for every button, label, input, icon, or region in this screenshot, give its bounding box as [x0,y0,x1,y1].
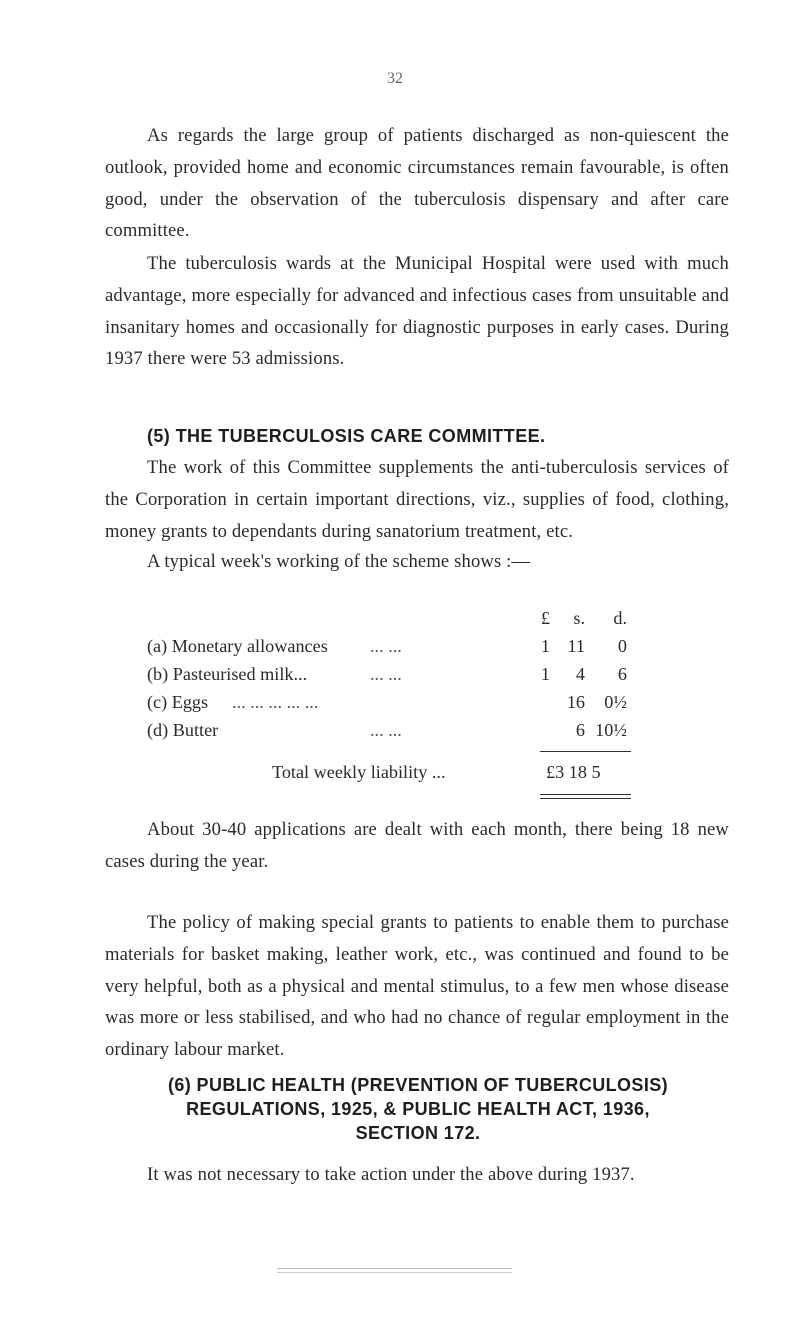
column-header-pounds: £ [540,608,550,628]
paragraph-text: The work of this Committee supplements the anti-tuberculosis services of the Corporation in certain important directions, viz., supplies of food, clothing, money grants to dependants during sanatorium treatment, etc. [105,457,729,542]
total-row [105,762,729,790]
page-number: 32 [387,70,403,87]
row-pence: 6 [617,664,627,684]
paragraph-committee-work [105,452,729,547]
subtotal-rule [540,751,631,752]
table-header-row [105,608,729,636]
paragraph-discharged-patients [105,120,729,247]
table-row [105,664,729,692]
row-shillings: 16 [566,692,585,712]
row-label: (a) Monetary allowances [147,636,328,656]
paragraph-no-action [105,1159,729,1191]
total-double-rule-top [540,794,631,795]
end-rule [277,1272,512,1273]
column-header-shillings: s. [573,608,585,628]
end-rule [277,1268,512,1269]
section-5-heading: (5) THE TUBERCULOSIS CARE COMMITTEE. [147,426,546,446]
paragraph-text: A typical week's working of the scheme shows :— [147,551,531,572]
table-row [105,636,729,664]
total-label: Total weekly liability ... [272,762,446,782]
row-pounds: 1 [540,664,550,684]
total-amount: £3 18 5 [546,762,601,782]
row-pounds: 1 [540,636,550,656]
section-6-heading-line: REGULATIONS, 1925, & PUBLIC HEALTH ACT, 1936, [186,1099,650,1119]
paragraph-text: As regards the large group of patients discharged as non-quiescent the outlook, provided home and economic circumstances remain favourable, is often good, under the observation of the tuberculosis dispensary and after care committee. [105,125,729,242]
leader-dots: ... ... [370,664,402,684]
row-pence: 0½ [604,692,627,712]
paragraph-applications [105,814,729,878]
leader-dots: ... ... [370,636,402,656]
total-double-rule-bottom [540,798,631,799]
row-pence: 0 [617,636,627,656]
paragraph-tuberculosis-wards [105,248,729,375]
row-label: (d) Butter [147,720,219,740]
leader-dots: ... ... ... ... ... [232,692,319,712]
row-shillings: 11 [567,636,585,656]
row-shillings: 6 [575,720,585,740]
table-row [105,720,729,748]
row-shillings: 4 [575,664,585,684]
row-label: (c) Eggs [147,692,209,712]
row-label: (b) Pasteurised milk... [147,664,308,684]
row-pence: 10½ [595,720,627,740]
paragraph-table-intro [105,546,729,578]
paragraph-text: About 30-40 applications are dealt with each month, there being 18 new cases during the year. [105,819,729,872]
section-6-heading-line: SECTION 172. [355,1123,481,1143]
section-6-heading [118,1073,718,1145]
paragraph-text: It was not necessary to take action under the above during 1937. [147,1164,635,1185]
paragraph-text: The policy of making special grants to patients to enable them to purchase materials for basket making, leather work, etc., was continued and found to be very helpful, both as a physical and mental stimulus, to a few men whose disease was more or less stabilised, and who had no chance of regular employment in the ordinary labour market. [105,912,729,1061]
paragraph-special-grants [105,907,729,1066]
paragraph-text: The tuberculosis wards at the Municipal Hospital were used with much advantage, more especially for advanced and infectious cases from unsuitable and insanitary homes and occasionally for diagnostic purposes in early cases. During 1937 there were 53 admissions. [105,253,729,370]
section-6-heading-line: (6) PUBLIC HEALTH (PREVENTION OF TUBERCULOSIS) [167,1075,669,1095]
table-row [105,692,729,720]
column-header-pence: d. [613,608,627,628]
leader-dots: ... ... [370,720,402,740]
